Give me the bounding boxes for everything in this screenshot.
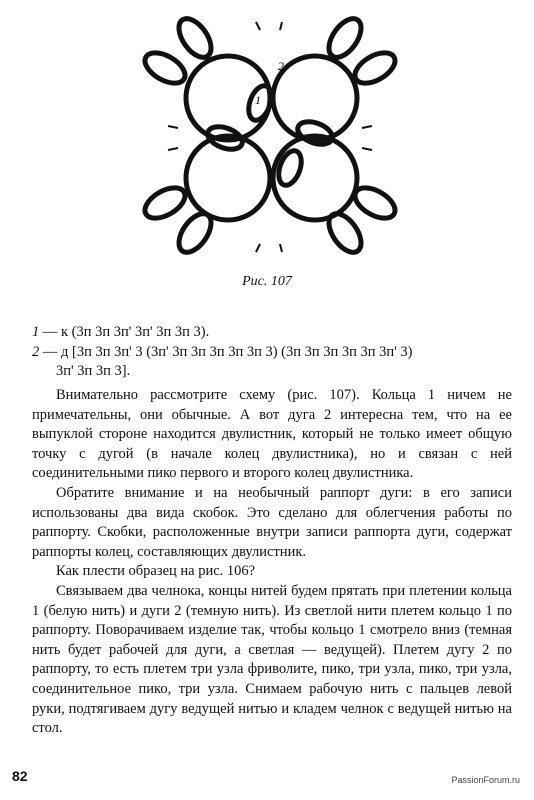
watermark: PassionForum.ru (451, 775, 520, 785)
tatting-diagram (140, 8, 400, 258)
formula-line-2 (32, 343, 512, 363)
ring-label: 1 (255, 93, 261, 107)
figure-caption: Рис. 107 (242, 274, 292, 289)
formula-line-2-number: 2 (32, 343, 40, 360)
body-text (32, 386, 512, 739)
formula-line-1-text: — к (3п 3п 3п' 3п' 3п 3п 3). (39, 324, 210, 340)
tatting-diagram-figure (140, 8, 400, 258)
pattern-formula (32, 323, 512, 382)
formula-line-3: 3п' 3п 3п 3]. (56, 363, 131, 379)
arc-label: 2 (278, 59, 284, 73)
formula-line-1-number: 1 (32, 324, 40, 340)
paragraph-3: Как плести образец на рис. 106? (56, 563, 256, 580)
page-number: 82 (12, 768, 28, 784)
formula-line-2-text: — д [3п 3п 3п' 3 (3п' 3п 3п 3п 3п 3п 3) (3п 3п 3п 3п 3п 3п' 3) (39, 343, 413, 360)
formula-line-1 (32, 323, 512, 343)
paragraph-2: Обратите внимание и на необычный раппорт дуги: в его записи использованы два вида скобок. Это сделано для облегчения работы по раппорту. Скобки, расположенные внутри записи раппорта дуги, содержат раппорты колец, составляющих двулистник. (32, 484, 512, 560)
paragraph-1: Внимательно рассмотрите схему (рис. 107). Кольца 1 ничем не примечательны, они обычные. А вот дуга 2 интересна тем, что на ее выпуклой стороне находится двулистник, который не только имеет общую точку с дугой (в начале колец двулистника), но и связан с ней соединительными пико первого и второго колец двулистника. (32, 387, 512, 482)
paragraph-4: Связываем два челнока, концы нитей будем прятать при плетении кольца 1 (белую нить) и дуги 2 (темную нить). Из светлой нити плетем кольцо 1 по раппорту. Поворачиваем изделие так, чтобы кольцо 1 смотрело вниз (темная нить будет рабочей для дуги, а светлая — ведущей). Плетем дугу 2 по раппорту, то есть плетем три узла фриволите, пико, три узла, пико, три узла, соединительное пико, три узла. Снимаем рабочую нить с пальцев левой руки, подтягиваем дугу ведущей нитью и кладем челнок с ведущей нитью на стол. (32, 582, 512, 737)
